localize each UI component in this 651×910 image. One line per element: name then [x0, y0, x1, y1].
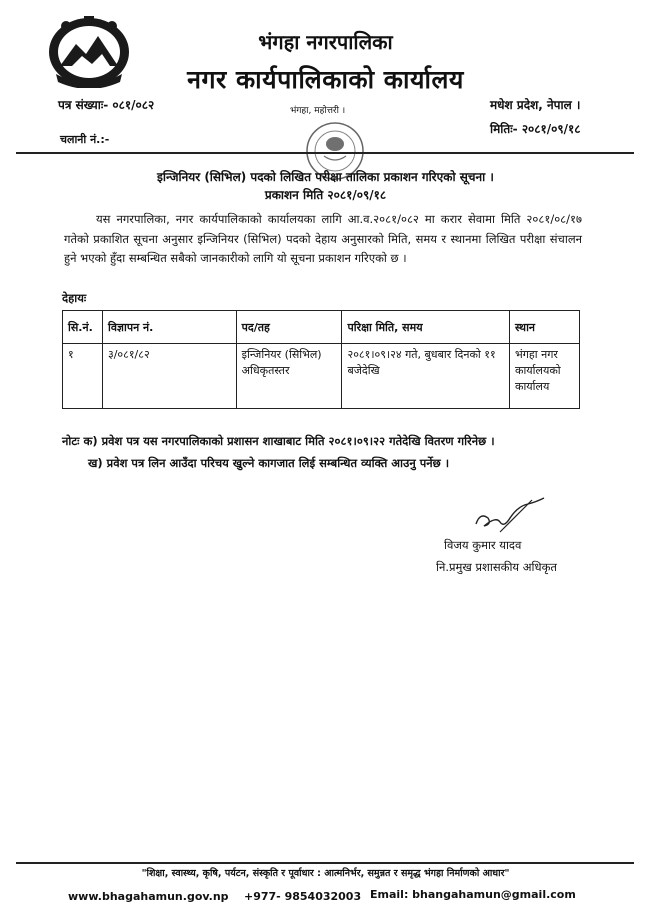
signature: [470, 494, 550, 538]
office-name: भंगहा नगरपालिका: [258, 30, 393, 54]
reference-number: पत्र संख्याः- ०८१/०८२: [58, 98, 155, 112]
header-serial: सि.नं.: [63, 311, 103, 344]
table-header-row: [63, 311, 580, 344]
table-row: [63, 344, 580, 409]
notice-body: यस नगरपालिका, नगर कार्यपालिकाको कार्यालयका लागि आ.व.२०८१/०८२ मा करार सेवामा मिति २०८१/०८/१७ गतेको प्रकाशित सूचना अनुसार इन्जिनियर (सिभिल) पदको देहाय अनुसारको मिति, समय र स्थानमा लिखित परीक्षा संचालन हुने भएको हुँदा सम्बन्धित सबैको जानकारीको लागि यो सूचना प्रकाशन गरिएको छ ।: [64, 212, 582, 265]
footer-motto: "शिक्षा, स्वास्थ्य, कृषि, पर्यटन, संस्कृति र पूर्वाधार : आत्मनिर्भर, समुन्नत र समृद्ध भंगहा निर्माणको आधार": [141, 868, 510, 879]
letter-date: मितिः- २०८१/०९/१८: [490, 122, 581, 136]
note-b: ख) प्रवेश पत्र लिन आउँदा परिचय खुल्ने कागजात लिई सम्बन्धित व्यक्ति आउनु पर्नेछ ।: [88, 456, 450, 470]
cell-exam-date-time: २०८१।०९।२४ गते, बुधबार दिनको ११ बजेदेखि: [342, 344, 510, 409]
header-post-level: पद/तह: [236, 311, 342, 344]
cell-post-level: इन्जिनियर (सिभिल) अधिकृतस्तर: [236, 344, 342, 409]
header-venue: स्थान: [510, 311, 580, 344]
cell-venue: भंगहा नगर कार्यालयको कार्यालय: [510, 344, 580, 409]
office-location: भंगहा, महोत्तरी ।: [290, 106, 346, 116]
header-advertisement-no: विज्ञापन नं.: [102, 311, 236, 344]
footer-divider: [16, 862, 634, 864]
details-label: देहायः: [62, 291, 87, 305]
cell-advertisement-no: ३/०८१/८२: [102, 344, 236, 409]
exam-schedule-table: [62, 310, 580, 409]
header-divider: [16, 152, 634, 154]
province: मधेश प्रदेश, नेपाल ।: [490, 98, 581, 112]
signatory-title: नि.प्रमुख प्रशासकीय अधिकृत: [436, 560, 557, 574]
website-link[interactable]: www.bhagahamun.gov.np: [68, 890, 229, 903]
dispatch-number: चलानी नं.:-: [60, 133, 110, 146]
signatory-name: विजय कुमार यादव: [444, 538, 522, 552]
cell-serial: १: [63, 344, 103, 409]
publication-date: प्रकाशन मिति २०८१/०९/१८: [264, 188, 387, 202]
note-a: नोटः क) प्रवेश पत्र यस नगरपालिकाको प्रशासन शाखाबाट मिति २०८१।०९।२२ गतेदेखि वितरण गरिनेछ ।: [62, 434, 495, 448]
phone-number: +977- 9854032003: [244, 890, 362, 903]
office-title: नगर कार्यपालिकाको कार्यालय: [187, 65, 464, 94]
notice-heading: इन्जिनियर (सिभिल) पदको लिखित परीक्षा तालिका प्रकाशन गरिएको सूचना ।: [157, 170, 494, 184]
email-link[interactable]: Email: bhangahamun@gmail.com: [370, 888, 576, 901]
header-exam-date-time: परिक्षा मिति, समय: [342, 311, 510, 344]
